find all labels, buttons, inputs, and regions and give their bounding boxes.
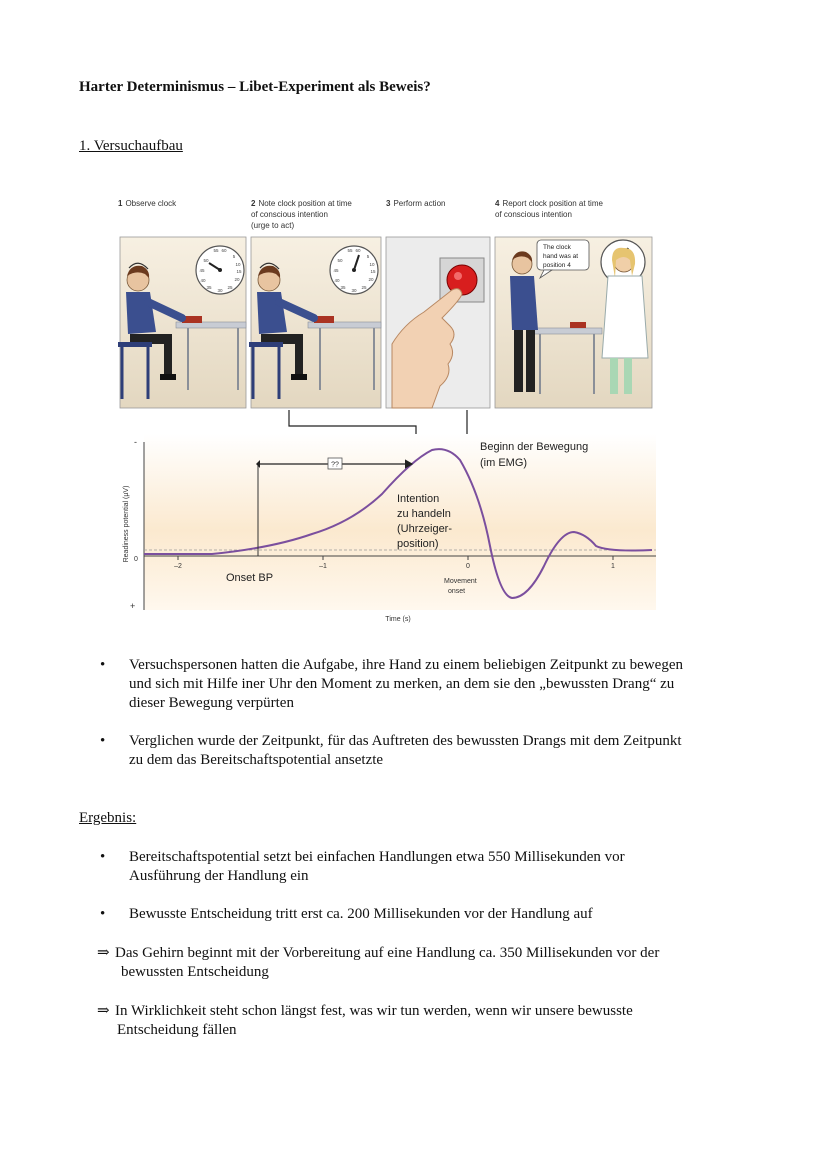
- svg-text:15: 15: [370, 269, 376, 274]
- step-caption-4-line2: of conscious intention: [495, 210, 572, 219]
- svg-text:10: 10: [235, 262, 241, 267]
- panel-note-clock: [249, 237, 381, 408]
- readiness-potential-graph: [123, 434, 656, 623]
- svg-text:40: 40: [334, 278, 340, 283]
- intention-label-line3: (Uhrzeiger-: [397, 523, 453, 535]
- bullet-icon: •: [100, 657, 106, 673]
- panel-report-clock: [495, 237, 652, 408]
- bullet-icon: •: [100, 849, 106, 865]
- x-tick-label: –1: [319, 563, 327, 570]
- emg-label-line2: (im EMG): [480, 457, 528, 469]
- svg-text:The clock: The clock: [543, 244, 571, 251]
- step-caption-4: 4 Report clock position at time: [495, 199, 603, 208]
- implication-arrow-icon: ⇒: [97, 945, 110, 961]
- setup-bullet-list: [100, 656, 760, 789]
- intention-label-line4: position): [397, 538, 439, 550]
- list-item: • Verglichen wurde der Zeitpunkt, für das Auftreten des bewussten Drangs mit dem Zeitpunkt zu dem das Bereitschaftspotential ansetzte: [100, 733, 682, 768]
- svg-text:35: 35: [340, 285, 346, 290]
- svg-text:40: 40: [200, 278, 206, 283]
- step-caption-3: 3 Perform action: [386, 199, 446, 208]
- svg-text:20: 20: [234, 277, 240, 282]
- x-tick-label: 0: [466, 563, 470, 570]
- onset-bp-label: Onset BP: [226, 572, 274, 584]
- section-heading-versuchsaufbau: 1. Versuchaufbau: [79, 138, 183, 154]
- intention-label: Intention: [397, 493, 440, 505]
- svg-text:50: 50: [203, 258, 209, 263]
- svg-text:50: 50: [337, 258, 343, 263]
- section-heading-ergebnis: Ergebnis:: [79, 810, 137, 826]
- svg-text:30: 30: [217, 288, 223, 293]
- svg-text:5: 5: [366, 254, 370, 259]
- step-caption-1: 1 Observe clock: [118, 199, 177, 208]
- svg-text:5: 5: [232, 254, 236, 259]
- step-caption-2: 2 Note clock position at time: [251, 199, 352, 208]
- svg-text:60: 60: [355, 248, 361, 253]
- x-tick-label: 1: [611, 563, 615, 570]
- emg-label: Beginn der Bewegung: [480, 441, 589, 453]
- svg-text:10: 10: [369, 262, 375, 267]
- svg-text:45: 45: [199, 268, 205, 273]
- svg-text:hand was at: hand was at: [543, 253, 579, 260]
- svg-text:60: 60: [221, 248, 227, 253]
- svg-text:20: 20: [368, 277, 374, 282]
- intention-label-line2: zu handeln: [397, 508, 451, 520]
- result-bullet-list: [100, 848, 760, 943]
- x-axis-label: Time (s): [385, 616, 411, 623]
- y-plus-label: +: [130, 601, 136, 611]
- list-item: • Versuchspersonen hatten die Aufgabe, ihre Hand zu einem beliebigen Zeitpunkt zu bewegen und sich mit Hilfe iner Uhr den Moment zu merken, an dem sie den „bewussten Drang“ zu dieser Bewegung verpürten: [100, 657, 683, 711]
- panel-perform-action: [386, 237, 490, 408]
- svg-text:30: 30: [351, 288, 357, 293]
- y-minus-label: -: [134, 437, 137, 447]
- svg-text:35: 35: [206, 285, 212, 290]
- list-item: • Bewusste Entscheidung tritt erst ca. 200 Millisekunden vor der Handlung auf: [100, 906, 593, 922]
- page-title: Harter Determinismus – Libet-Experiment als Beweis?: [79, 79, 431, 95]
- unknown-interval-label: ??: [331, 461, 339, 469]
- movement-onset-label-line2: onset: [448, 588, 466, 595]
- svg-text:25: 25: [361, 285, 367, 290]
- step-caption-2-line3: (urge to act): [251, 221, 295, 230]
- libet-figure: [112, 194, 660, 628]
- conclusion-item: ⇒ Das Gehirn beginnt mit der Vorbereitung auf eine Handlung ca. 350 Millisekunden vor der bewussten Entscheidung: [97, 945, 660, 980]
- bullet-icon: •: [100, 906, 106, 922]
- x-tick-label: –2: [174, 563, 182, 570]
- y-zero-label: 0: [134, 556, 138, 563]
- svg-text:55: 55: [347, 248, 353, 253]
- conclusion-item: ⇒ In Wirklichkeit steht schon längst fest, was wir tun werden, wenn wir unsere bewusste Entscheidung fällen: [97, 1003, 633, 1038]
- svg-text:25: 25: [227, 285, 233, 290]
- list-item: • Bereitschaftspotential setzt bei einfachen Handlungen etwa 550 Millisekunden vor Ausführung der Handlung ein: [100, 849, 625, 884]
- movement-onset-label: Movement: [444, 578, 477, 585]
- implication-arrow-icon: ⇒: [97, 1003, 110, 1019]
- panel-observe-clock: [118, 237, 246, 408]
- step-caption-2-line2: of conscious intention: [251, 210, 328, 219]
- svg-text:45: 45: [333, 268, 339, 273]
- bullet-icon: •: [100, 733, 106, 749]
- y-axis-label: Readiness potential (µV): [123, 485, 130, 563]
- svg-text:55: 55: [213, 248, 219, 253]
- svg-text:position 4: position 4: [543, 262, 571, 269]
- svg-text:15: 15: [236, 269, 242, 274]
